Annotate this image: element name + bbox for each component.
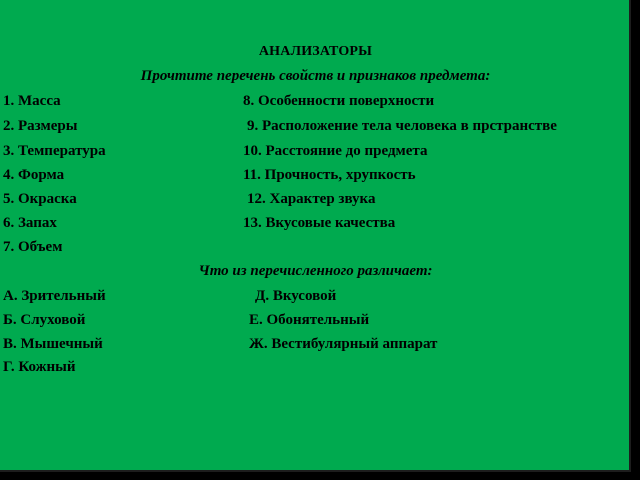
property-item: 8. Особенности поверхности [243,93,435,109]
analyzer-item: Ж. Вестибулярный аппарат [249,336,438,352]
property-item: 11. Прочность, хрупкость [243,167,416,183]
property-item: 6. Запах [3,215,57,231]
property-item: 9. Расположение тела человека в прстранстве [247,118,557,134]
analyzer-item: Г. Кожный [3,359,76,375]
property-item: 3. Температура [3,143,106,159]
question-text: Что из перечисленного различает: [198,263,433,279]
property-item: 2. Размеры [3,118,78,134]
property-item: 1. Масса [3,93,61,109]
analyzer-item: Б. Слуховой [3,312,86,328]
property-item: 13. Вкусовые качества [243,215,396,231]
slide-title: АНАЛИЗАТОРЫ [258,44,373,59]
instruction-text: Прочтите перечень свойств и признаков предмета: [140,68,491,84]
property-item: 10. Расстояние до предмета [243,143,428,159]
property-item: 7. Объем [3,239,63,255]
property-item: 12. Характер звука [247,191,376,207]
analyzer-item: А. Зрительный [3,288,106,304]
analyzer-item: В. Мышечный [3,336,103,352]
analyzer-item: Д. Вкусовой [255,288,337,304]
property-item: 5. Окраска [3,191,77,207]
analyzer-item: Е. Обонятельный [249,312,370,328]
property-item: 4. Форма [3,167,65,183]
